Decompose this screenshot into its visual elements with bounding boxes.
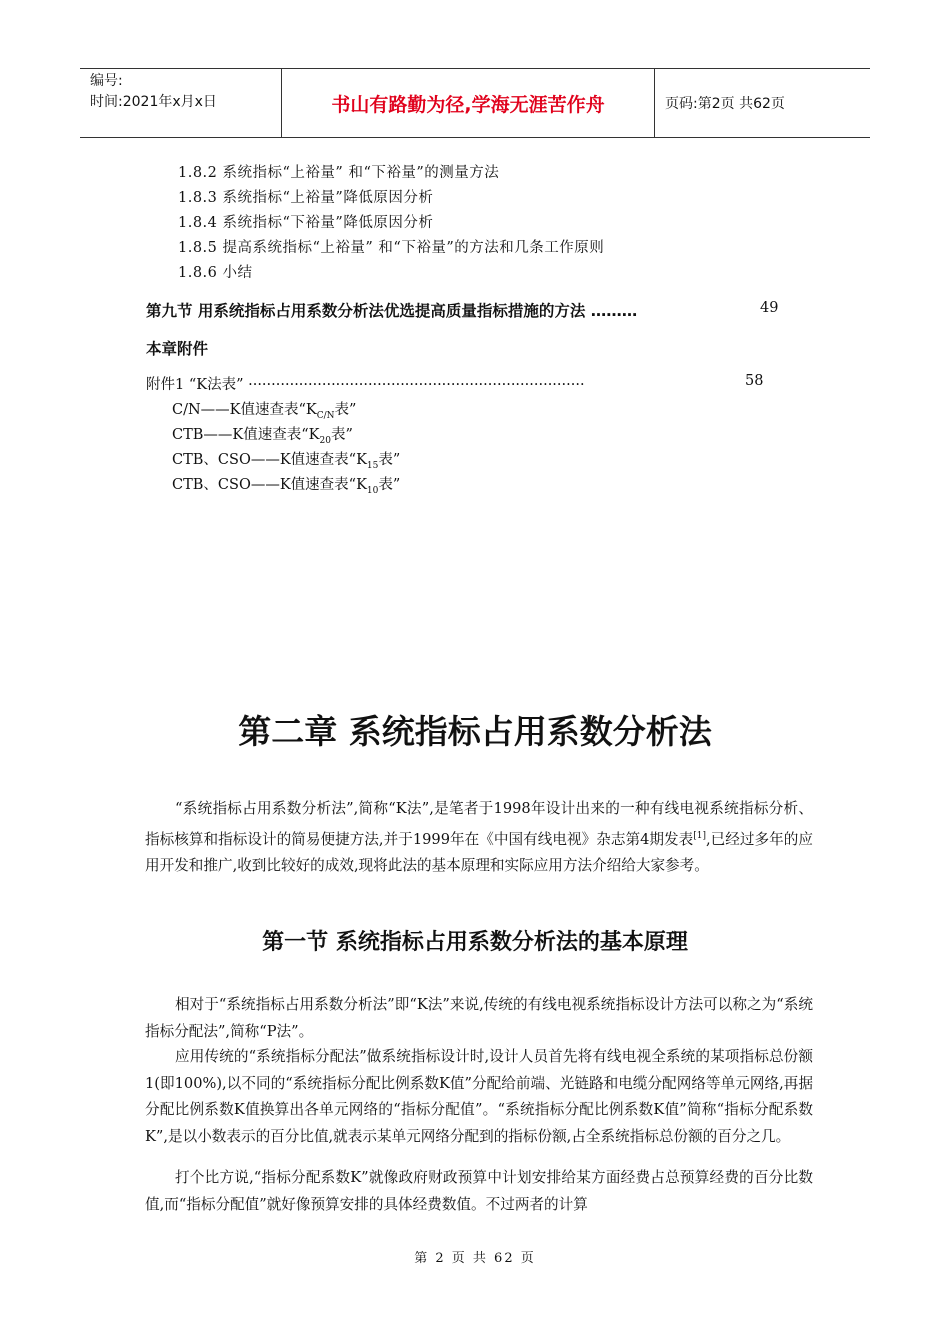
page-footer: 第 2 页 共 62 页 [414, 1251, 536, 1266]
toc-item: 1.8.6 小结 [178, 265, 253, 281]
page-header [80, 68, 870, 138]
k-item-text: CTB——K值速查表“K [172, 427, 320, 443]
chapter-title: 第二章 系统指标占用系数分析法 [238, 712, 712, 751]
toc-k-item [172, 448, 400, 471]
toc-appendix1: 附件1 “K法表” ········································································· [146, 377, 585, 393]
toc-appendix1-page: 58 [745, 373, 764, 389]
k-item-text: CTB、CSO——K值速查表“K [172, 477, 367, 493]
toc-k-item [172, 473, 400, 496]
k-item-sub: C/N [316, 410, 335, 421]
body-paragraph: 打个比方说,“指标分配系数K”就像政府财政预算中计划安排给某方面经费占总预算经费的百分比数值,而“指标分配值”就好像预算安排的具体经费数值。不过两者的计算 [145, 1169, 813, 1213]
k-item-text-end: 表” [378, 452, 401, 468]
k-item-text: C/N——K值速查表“K [172, 402, 317, 418]
toc-k-item [172, 423, 353, 446]
intro-text: “系统指标占用系数分析法”,简称“K法”,是笔者于1998年设计出来的一种有线电视系统指标分析、指标核算和指标设计的简易便捷方法,并于1999年在《中国有线电视》杂志第4期发表 [145, 800, 813, 848]
body-paragraph: 应用传统的“系统指标分配法”做系统指标设计时,设计人员首先将有线电视全系统的某项指标总份额1(即100%),以不同的“系统指标分配比例系数K值”分配给前端、光链路和电缆分配网络等单元网络,再据分配比例系数K值换算出各单元网络的“指标分配值”。“系统指标分配比例系数K值”简称“指标分配系数K”,是以小数表示的百分比值,就表示某单元网络分配到的指标份额,占全系统指标总份额的百分之几。 [145, 1048, 813, 1145]
toc-item: 1.8.4 系统指标“下裕量”降低原因分析 [178, 215, 434, 231]
header-motto: 书山有路勤为径,学海无涯苦作舟 [282, 69, 655, 137]
header-page-info: 页码:第2页 共62页 [665, 96, 785, 112]
toc-section9-page: 49 [760, 300, 779, 316]
k-item-sub: 20 [319, 435, 331, 446]
k-item-sub: 15 [366, 460, 379, 471]
k-item-text: CTB、CSO——K值速查表“K [172, 452, 367, 468]
number-label: 编号: [90, 73, 123, 89]
toc-item: 1.8.3 系统指标“上裕量”降低原因分析 [178, 190, 434, 206]
k-item-text-end: 表” [330, 427, 353, 443]
time-label: 时间:2021年x月x日 [90, 94, 217, 110]
toc-appendix-heading: 本章附件 [146, 340, 209, 358]
k-item-text-end: 表” [378, 477, 401, 493]
intro-paragraph [145, 796, 813, 879]
toc-item: 1.8.5 提高系统指标“上裕量” 和“下裕量”的方法和几条工作原则 [178, 240, 605, 256]
intro-text-end: ,已经过多年的应用开发和推广,收到比较好的成效,现将此法的基本原理和实际应用方法介绍给大家参考。 [145, 830, 814, 874]
reference-mark: [1] [693, 830, 707, 841]
body-paragraph: 相对于“系统指标占用系数分析法”即“K法”来说,传统的有线电视系统指标设计方法可以称之为“系统指标分配法”,简称“P法”。 [145, 996, 813, 1040]
k-item-sub: 10 [366, 485, 379, 496]
k-item-text-end: 表” [334, 402, 357, 418]
toc-k-item [172, 398, 356, 421]
toc-section9-title: 第九节 用系统指标占用系数分析法优选提高质量指标措施的方法 ……… [146, 302, 638, 320]
section-title: 第一节 系统指标占用系数分析法的基本原理 [262, 930, 688, 955]
header-meta [80, 69, 282, 137]
toc-item: 1.8.2 系统指标“上裕量” 和“下裕量”的测量方法 [178, 165, 500, 181]
